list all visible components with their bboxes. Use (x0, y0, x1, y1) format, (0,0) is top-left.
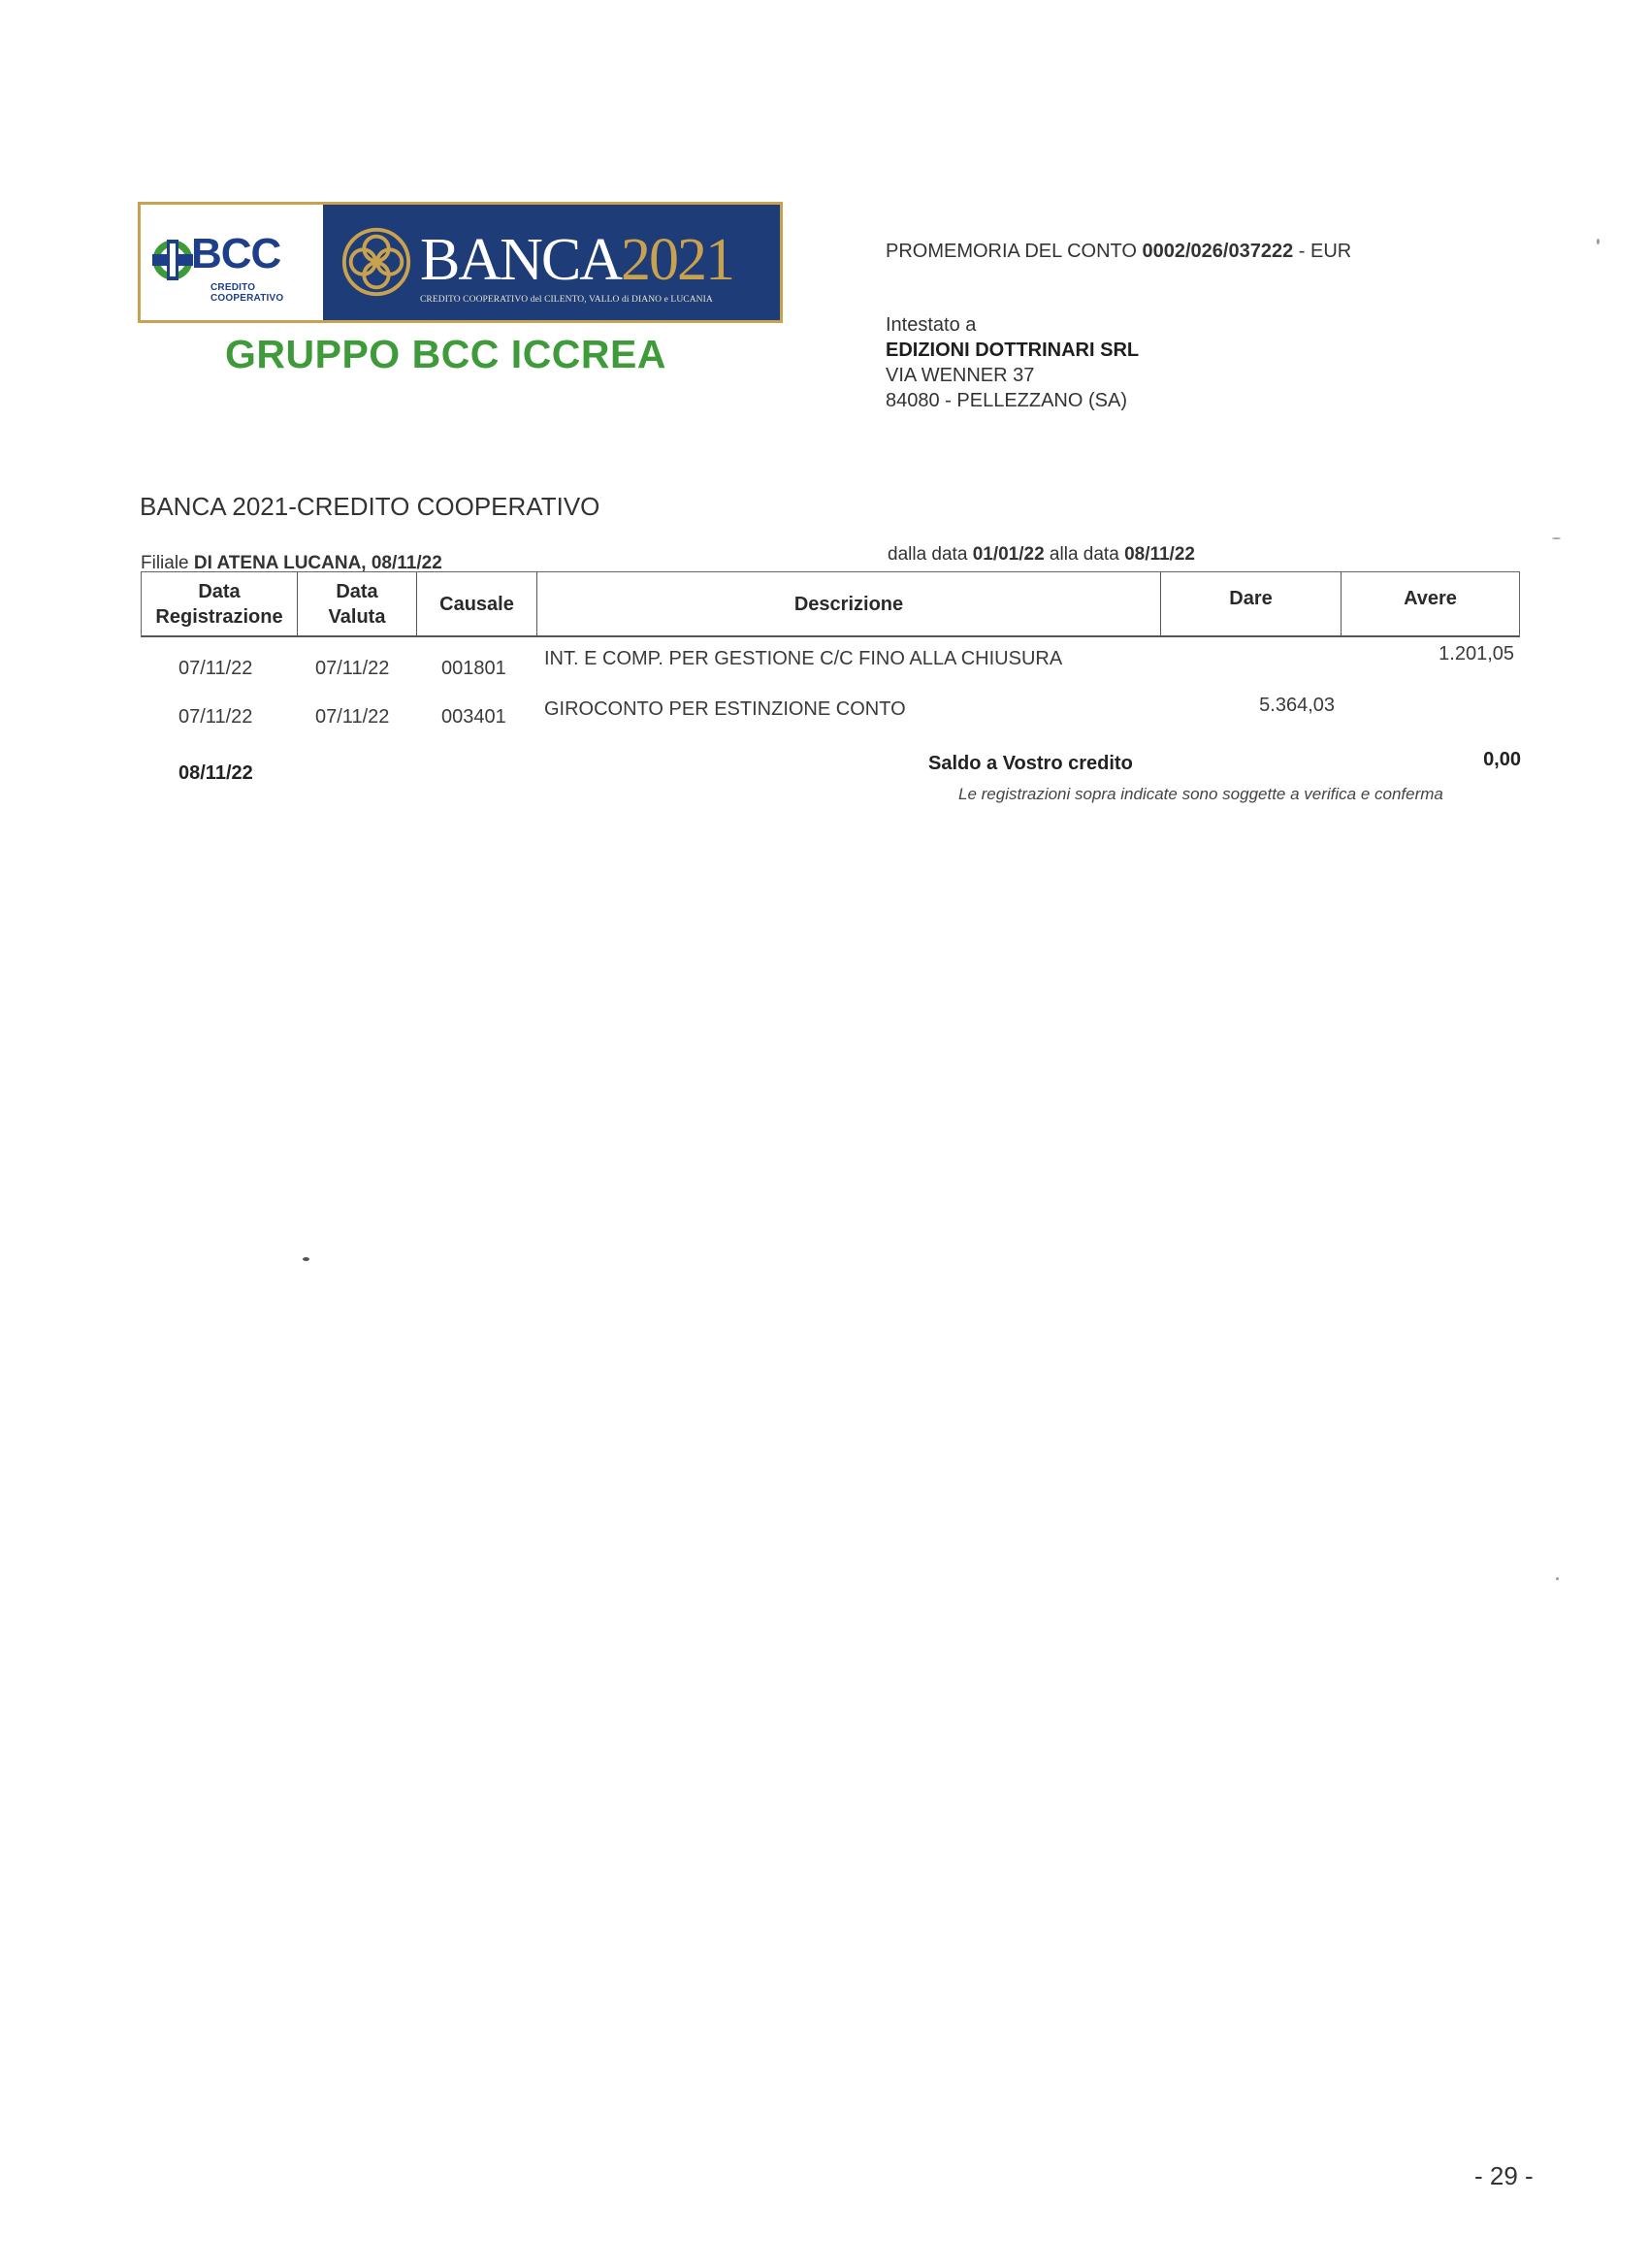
account-number: 0002/026/037222 (1142, 241, 1294, 262)
branch-value: DI ATENA LUCANA, 08/11/22 (193, 553, 442, 573)
bcc-mark-icon (152, 240, 193, 280)
period-to-label: alla data (1044, 544, 1125, 565)
bcc-logo (141, 205, 323, 320)
col-data-registrazione: Data Registrazione (142, 572, 298, 635)
holder-address-line1: VIA WENNER 37 (886, 365, 1035, 386)
col-descrizione: Descrizione (537, 572, 1161, 635)
bank-logo (138, 202, 783, 323)
banca2021-logo (323, 205, 783, 320)
row1-avere: 1.201,05 (1439, 643, 1514, 664)
scan-speck (303, 1257, 309, 1261)
account-reference (886, 241, 1351, 263)
row2-dare: 5.364,03 (1259, 695, 1335, 716)
row2-data-valuta: 07/11/22 (315, 706, 390, 728)
col-avere: Avere (1404, 588, 1457, 609)
scan-speck (1597, 239, 1600, 244)
banca-word: BANCA (420, 227, 622, 293)
row2-causale: 003401 (441, 706, 506, 728)
group-name: GRUPPO BCC ICCREA (225, 332, 666, 376)
period-from-date: 01/01/22 (972, 544, 1045, 565)
banca-subtitle: CREDITO COOPERATIVO del CILENTO, VALLO di DIANO e LUCANIA (420, 295, 713, 305)
row2-data-registrazione: 07/11/22 (178, 706, 253, 728)
banca-year: 2021 (621, 227, 734, 293)
period-to-date: 08/11/22 (1124, 544, 1195, 565)
row1-data-registrazione: 07/11/22 (178, 658, 253, 679)
period-from-label: dalla data (888, 544, 973, 565)
promemoria-label: PROMEMORIA DEL CONTO (886, 241, 1143, 262)
verification-note: Le registrazioni sopra indicate sono soggette a verifica e conferma (958, 785, 1443, 803)
table-header (141, 571, 1520, 637)
banca-wordmark (420, 226, 733, 295)
holder-label: Intestato a (886, 314, 977, 336)
col-dare: Dare (1161, 572, 1342, 635)
bank-name: BANCA 2021-CREDITO COOPERATIVO (140, 492, 600, 521)
col-causale: Causale (417, 572, 537, 635)
saldo-label: Saldo a Vostro credito (928, 753, 1133, 774)
branch-label: Filiale (141, 553, 194, 573)
holder-address-line2: 84080 - PELLEZZANO (SA) (886, 390, 1127, 411)
col-data-valuta: Data Valuta (298, 572, 417, 635)
scan-speck (1556, 1577, 1559, 1580)
row1-descrizione: INT. E COMP. PER GESTIONE C/C FINO ALLA CHIUSURA (544, 648, 1063, 669)
row1-data-valuta: 07/11/22 (315, 658, 390, 679)
currency-label: - EUR (1293, 241, 1352, 262)
page-number: - 29 - (1474, 2161, 1534, 2190)
row2-descrizione: GIROCONTO PER ESTINZIONE CONTO (544, 698, 906, 720)
saldo-date: 08/11/22 (178, 762, 253, 784)
holder-name: EDIZIONI DOTTRINARI SRL (886, 340, 1140, 361)
row1-causale: 001801 (441, 658, 506, 679)
scan-speck (1552, 537, 1561, 539)
celtic-knot-icon (339, 224, 414, 300)
saldo-value: 0,00 (1483, 749, 1521, 770)
bcc-wordmark: BCC (191, 230, 281, 277)
bcc-subtitle: CREDITO COOPERATIVO (210, 282, 284, 304)
period-info (888, 544, 1195, 566)
